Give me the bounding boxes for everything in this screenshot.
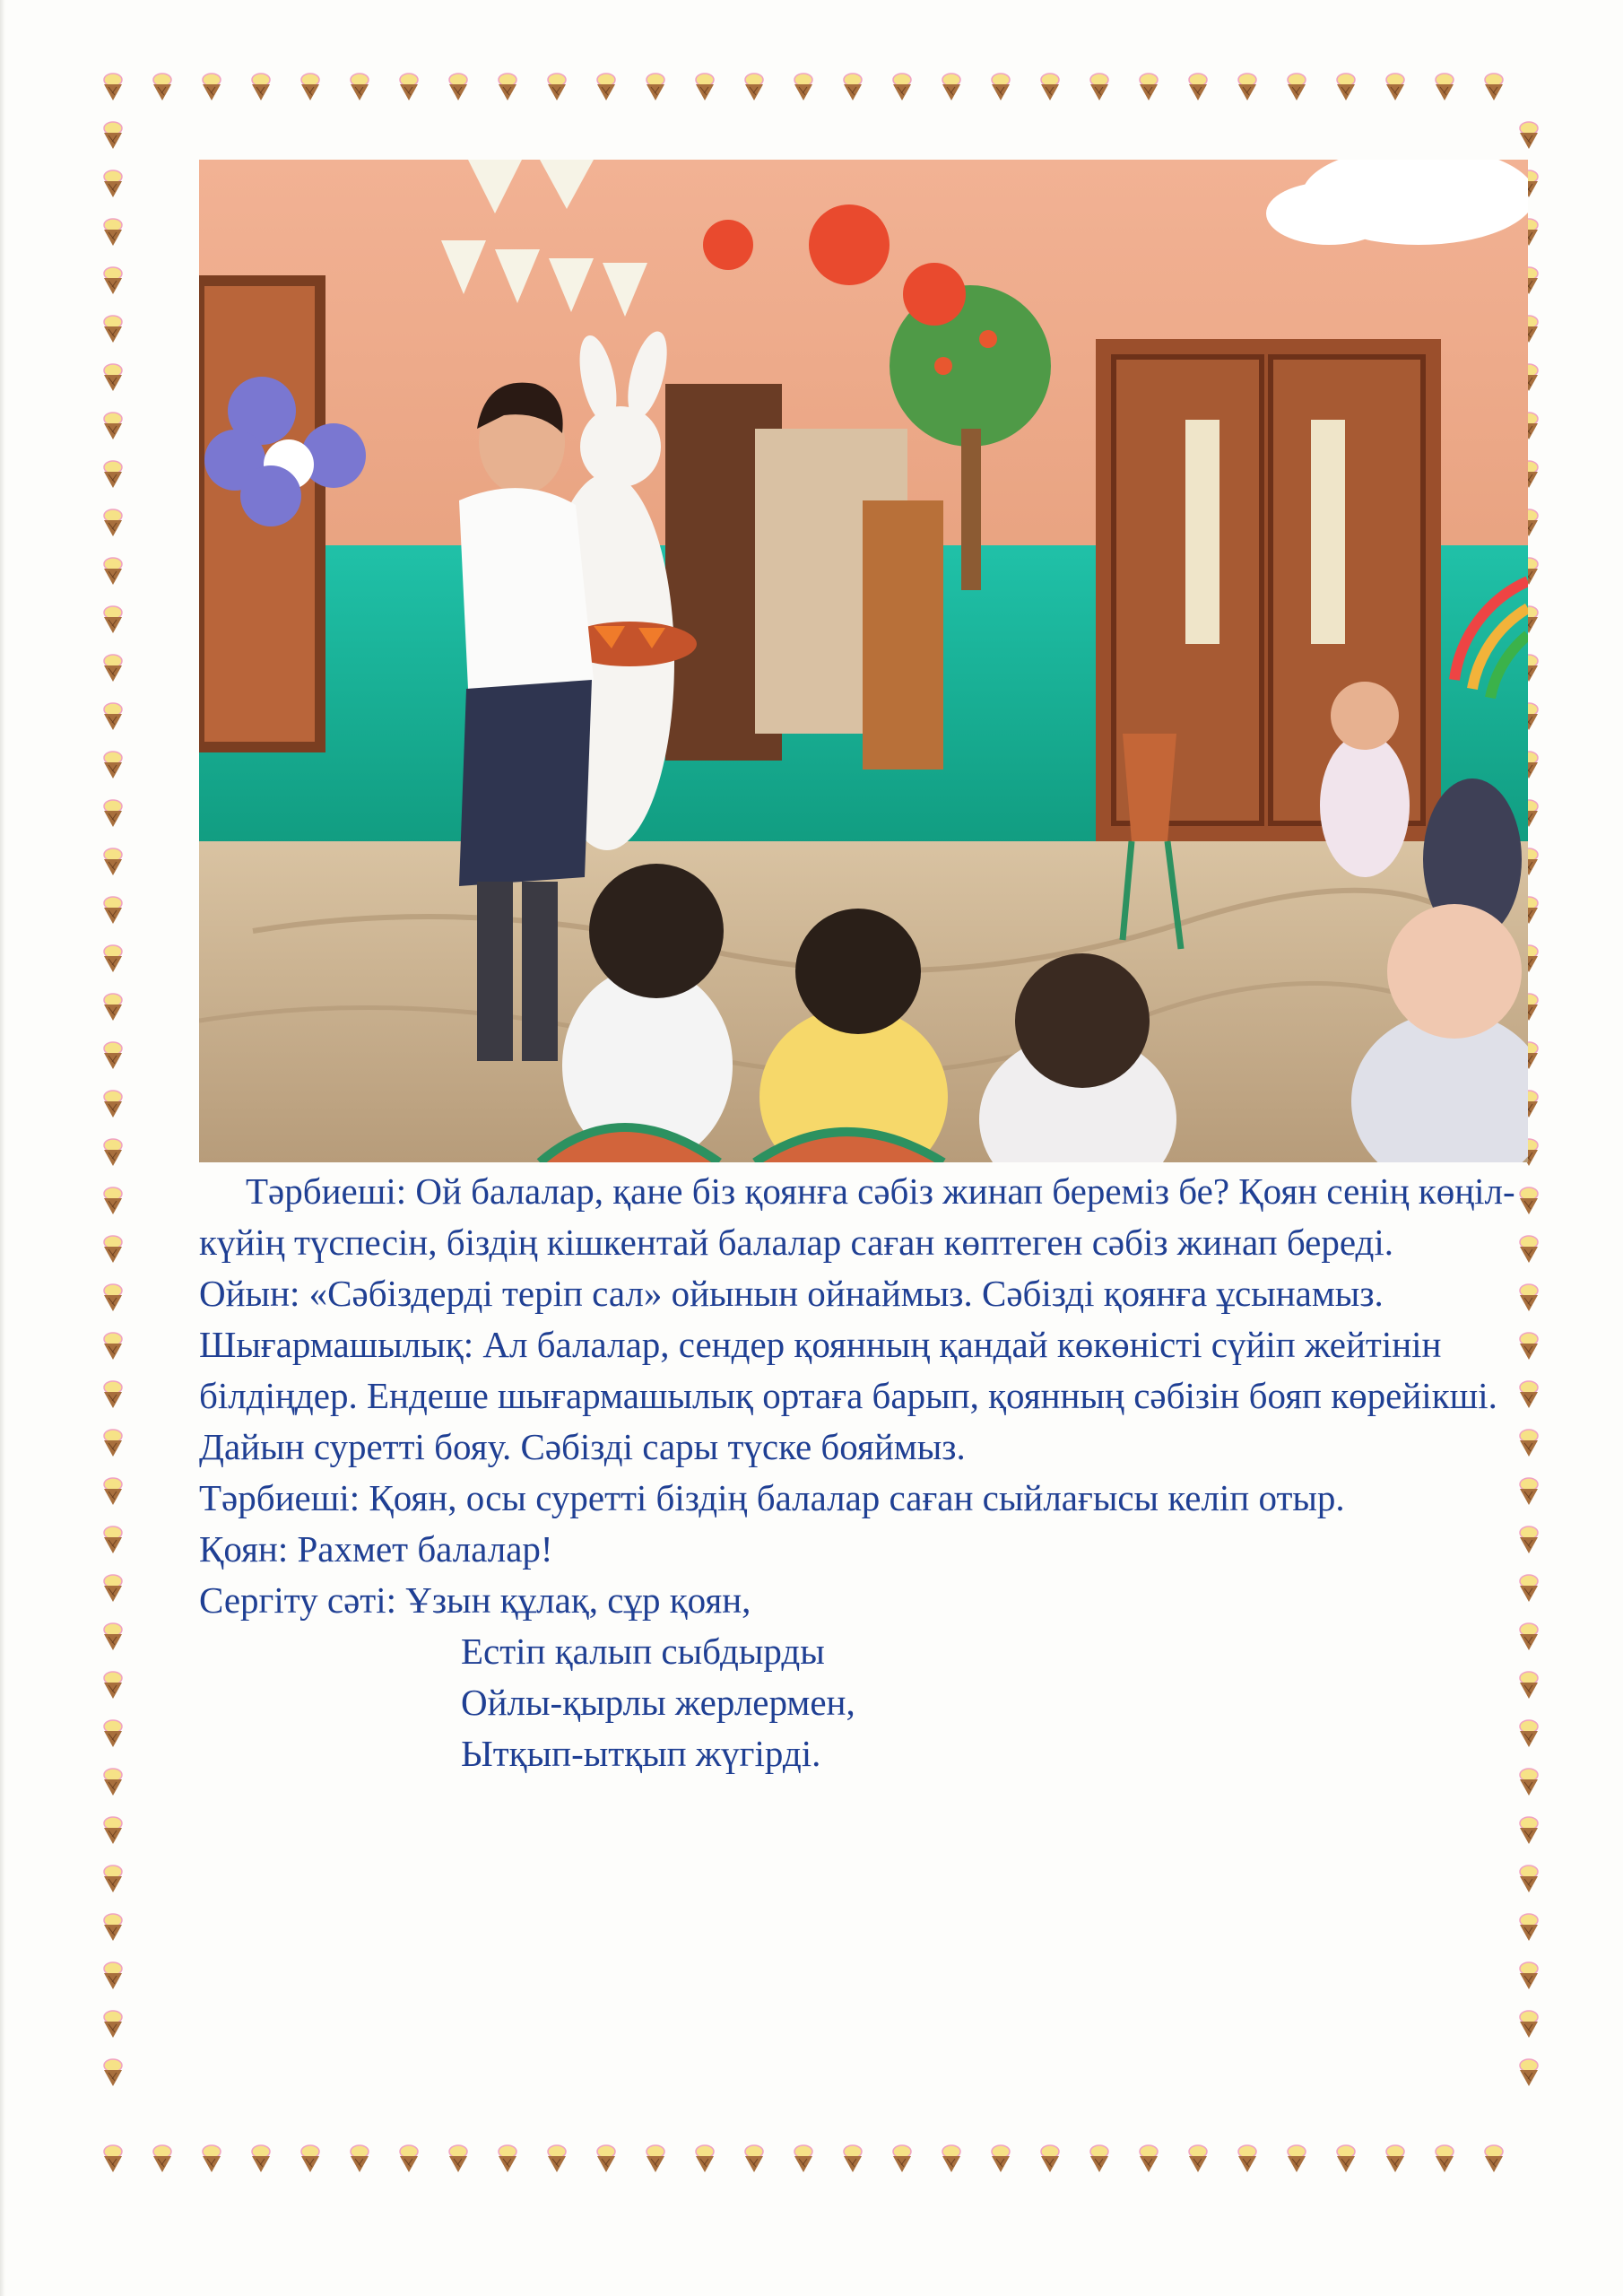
- door-window-left: [1185, 420, 1219, 644]
- ice-cream-cone-icon: [1288, 74, 1306, 100]
- ice-cream-cone-icon: [104, 2011, 122, 2038]
- cloud-decoration-2: [1266, 182, 1392, 245]
- tree-trunk: [961, 429, 981, 590]
- ice-cream-cone-icon: [104, 945, 122, 972]
- ice-cream-cone-icon: [499, 2145, 516, 2172]
- ice-cream-cone-icon: [104, 1381, 122, 1408]
- ice-cream-cone-icon: [1090, 74, 1108, 100]
- ice-cream-cone-icon: [104, 994, 122, 1021]
- verse-line: Естіп қалып сыбдырды: [461, 1631, 825, 1672]
- ice-cream-cone-icon: [104, 897, 122, 924]
- ice-cream-cone-icon: [597, 2145, 615, 2172]
- ice-cream-cone-icon: [104, 1478, 122, 1505]
- ice-cream-cone-icon: [104, 74, 122, 100]
- ice-cream-cone-icon: [1520, 2011, 1538, 2038]
- ice-cream-cone-icon: [104, 1430, 122, 1457]
- ice-cream-cone-icon: [1238, 2145, 1256, 2172]
- ice-cream-cone-icon: [893, 74, 911, 100]
- ice-cream-cone-icon: [794, 74, 812, 100]
- ice-cream-cone-icon: [1337, 74, 1355, 100]
- ice-cream-cone-icon: [104, 800, 122, 827]
- ice-cream-cone-icon: [104, 558, 122, 585]
- ice-cream-cone-icon: [1238, 74, 1256, 100]
- ice-cream-cone-icon: [1436, 74, 1454, 100]
- lesson-text: [199, 1166, 1535, 1779]
- ice-cream-cone-icon: [647, 74, 664, 100]
- ice-cream-cone-icon: [104, 1672, 122, 1699]
- ice-cream-cone-icon: [104, 170, 122, 197]
- ice-cream-cone-icon: [104, 1139, 122, 1166]
- teacher-skirt: [459, 680, 592, 886]
- ice-cream-cone-icon: [104, 655, 122, 682]
- ice-cream-cone-icon: [104, 1769, 122, 1796]
- ice-cream-cone-icon: [499, 74, 516, 100]
- ice-cream-cone-icon: [1041, 74, 1059, 100]
- ice-cream-cone-icon: [992, 74, 1010, 100]
- ice-cream-cone-icon: [104, 1817, 122, 1844]
- ice-cream-cone-icon: [942, 2145, 960, 2172]
- tree-fruit: [934, 357, 952, 375]
- ice-cream-cone-icon: [1140, 74, 1158, 100]
- ice-cream-cone-icon: [1436, 2145, 1454, 2172]
- paragraph-teacher-intro: Тәрбиеші: Ой балалар, қане біз қоянға сәбіз жинап береміз бе? Қоян сенің көңіл-күйің түспесін, біздің кішкентай балалар саған көптеген сәбіз жинап береді.: [199, 1170, 1515, 1263]
- scan-edge: [0, 0, 5, 2296]
- ice-cream-cone-icon: [696, 74, 714, 100]
- ice-cream-cone-icon: [1485, 2145, 1503, 2172]
- child-dark-head: [1015, 953, 1150, 1088]
- ice-cream-cone-icon: [1520, 1817, 1538, 1844]
- cabinet: [863, 500, 943, 770]
- ice-cream-cone-icon: [104, 1042, 122, 1069]
- ice-cream-cone-icon: [548, 74, 566, 100]
- child-boy-head: [589, 864, 724, 998]
- teacher-leg: [477, 882, 513, 1061]
- ice-cream-cone-icon: [893, 2145, 911, 2172]
- child-standing: [1320, 734, 1410, 877]
- child-yellow-head: [795, 909, 921, 1034]
- ice-cream-cone-icon: [104, 219, 122, 246]
- ice-cream-cone-icon: [351, 74, 369, 100]
- ice-cream-cone-icon: [745, 74, 763, 100]
- ice-cream-cone-icon: [745, 2145, 763, 2172]
- ice-cream-cone-icon: [104, 1720, 122, 1747]
- ice-cream-cone-icon: [153, 74, 171, 100]
- photo-illustration: [199, 160, 1528, 1162]
- ice-cream-cone-icon: [844, 74, 862, 100]
- child-standing-head: [1331, 682, 1399, 750]
- ice-cream-cone-icon: [104, 1333, 122, 1360]
- teacher-leg-2: [522, 882, 558, 1061]
- bunny-costume-head: [580, 406, 661, 487]
- ice-cream-cone-icon: [1386, 2145, 1404, 2172]
- ice-cream-cone-icon: [400, 74, 418, 100]
- ice-cream-cone-icon: [449, 74, 467, 100]
- ice-cream-cone-icon: [252, 74, 270, 100]
- ice-cream-cone-icon: [104, 1962, 122, 1989]
- ice-cream-cone-icon: [104, 1866, 122, 1892]
- door-window-right: [1311, 420, 1345, 644]
- paragraph-creativity: Шығармашылық: Ал балалар, сендер қоянның қандай көкөністі сүйіп жейтінін білдіңдер. Ендеше шығармашылық ортаға барып, қоянның сәбізін бояп көрейікші. Дайын суретті бояу. Сәбізді сары түске бояймыз.: [199, 1324, 1497, 1467]
- ice-cream-cone-icon: [203, 2145, 221, 2172]
- ice-cream-cone-icon: [794, 2145, 812, 2172]
- ice-cream-cone-icon: [104, 1284, 122, 1311]
- ice-cream-cone-icon: [400, 2145, 418, 2172]
- ice-cream-cone-icon: [1485, 74, 1503, 100]
- ice-cream-cone-icon: [104, 1091, 122, 1118]
- ice-cream-cone-icon: [104, 2059, 122, 2086]
- ice-cream-cone-icon: [696, 2145, 714, 2172]
- ice-cream-cone-icon: [104, 364, 122, 391]
- ice-cream-cone-icon: [449, 2145, 467, 2172]
- ice-cream-cone-icon: [104, 752, 122, 778]
- ice-cream-cone-icon: [647, 2145, 664, 2172]
- ice-cream-cone-icon: [301, 74, 319, 100]
- ice-cream-cone-icon: [1189, 2145, 1207, 2172]
- paragraph-rabbit-thanks: Қоян: Рахмет балалар!: [199, 1528, 553, 1570]
- ice-cream-cone-icon: [301, 2145, 319, 2172]
- ice-cream-cone-icon: [1288, 2145, 1306, 2172]
- small-chair: [1123, 734, 1176, 841]
- ice-cream-cone-icon: [548, 2145, 566, 2172]
- paper-lantern: [809, 204, 890, 285]
- ice-cream-cone-icon: [1041, 2145, 1059, 2172]
- ice-cream-cone-icon: [104, 1914, 122, 1941]
- paragraph-teacher-gift: Тәрбиеші: Қоян, осы суретті біздің балалар саған сыйлағысы келіп отыр.: [199, 1477, 1345, 1518]
- ice-cream-cone-icon: [1520, 1866, 1538, 1892]
- child-plaid-head: [1387, 904, 1522, 1039]
- ice-cream-cone-icon: [1520, 1962, 1538, 1989]
- ice-cream-cone-icon: [104, 606, 122, 633]
- ice-cream-cone-icon: [104, 1236, 122, 1263]
- ice-cream-cone-icon: [104, 1187, 122, 1214]
- ice-cream-cone-icon: [1140, 2145, 1158, 2172]
- ice-cream-cone-icon: [351, 2145, 369, 2172]
- ice-cream-cone-icon: [104, 703, 122, 730]
- ice-cream-cone-icon: [1520, 1914, 1538, 1941]
- ice-cream-cone-icon: [992, 2145, 1010, 2172]
- ice-cream-cone-icon: [104, 1575, 122, 1602]
- ice-cream-cone-icon: [203, 74, 221, 100]
- tree-fruit-2: [979, 330, 997, 348]
- paper-lantern-2: [903, 263, 966, 326]
- ice-cream-cone-icon: [104, 267, 122, 294]
- ice-cream-cone-icon: [104, 122, 122, 149]
- ice-cream-cone-icon: [942, 74, 960, 100]
- ice-cream-cone-icon: [104, 413, 122, 439]
- ice-cream-cone-icon: [1520, 122, 1538, 149]
- ice-cream-cone-icon: [104, 509, 122, 536]
- teacher-blouse: [459, 488, 594, 696]
- ice-cream-cone-icon: [1090, 2145, 1108, 2172]
- ice-cream-cone-icon: [1189, 74, 1207, 100]
- ice-cream-cone-icon: [104, 316, 122, 343]
- ice-cream-cone-icon: [252, 2145, 270, 2172]
- ice-cream-cone-icon: [844, 2145, 862, 2172]
- ice-cream-cone-icon: [597, 74, 615, 100]
- ice-cream-cone-icon: [104, 461, 122, 488]
- verse-lead-line: Сергіту сәті: Ұзын құлақ, сұр қоян,: [199, 1579, 751, 1621]
- verse-line: Ытқып-ытқып жүгірді.: [461, 1733, 821, 1774]
- verse-line: Ойлы-қырлы жерлермен,: [461, 1682, 855, 1723]
- ice-cream-cone-icon: [153, 2145, 171, 2172]
- ice-cream-cone-icon: [104, 2145, 122, 2172]
- balloon-5: [240, 465, 301, 526]
- paper-lantern-3: [703, 220, 753, 270]
- ice-cream-cone-icon: [104, 1623, 122, 1650]
- ice-cream-cone-icon: [104, 1526, 122, 1553]
- ice-cream-cone-icon: [1386, 74, 1404, 100]
- paragraph-game: Ойын: «Сәбіздерді теріп сал» ойынын ойнаймыз. Сәбізді қоянға ұсынамыз.: [199, 1273, 1384, 1314]
- ice-cream-cone-icon: [104, 848, 122, 875]
- ice-cream-cone-icon: [1520, 2059, 1538, 2086]
- classroom-photo: [199, 160, 1528, 1162]
- ice-cream-cone-icon: [1337, 2145, 1355, 2172]
